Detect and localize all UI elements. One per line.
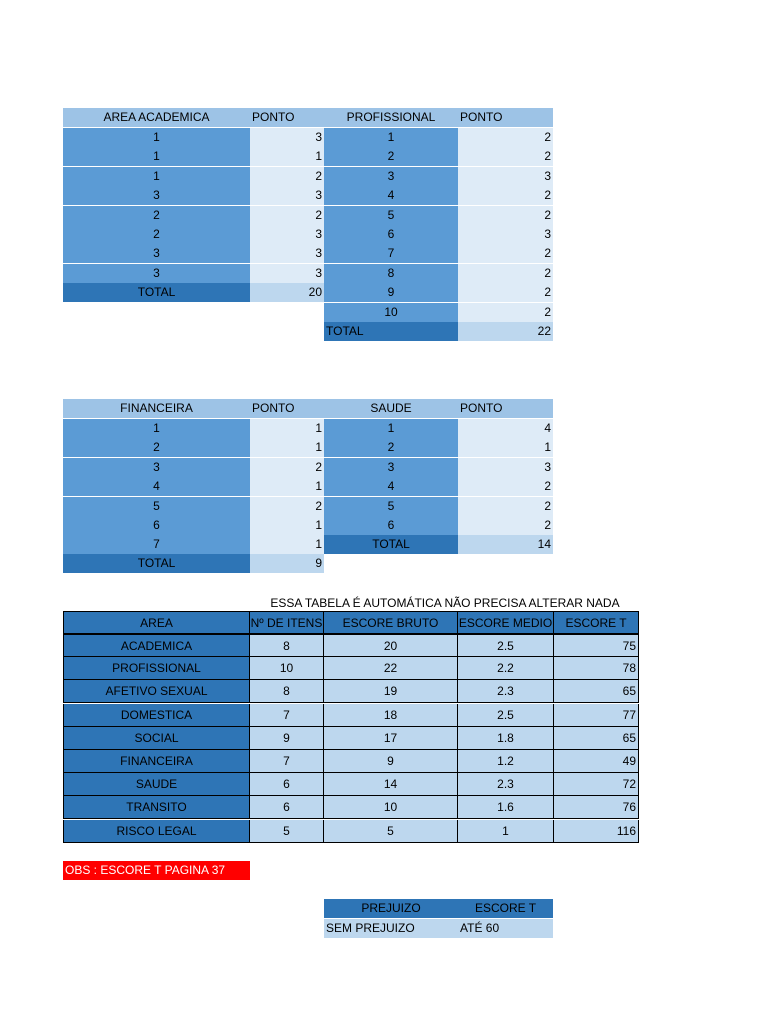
profissional-item: 6	[324, 225, 458, 244]
prejuizo-label: SEM PREJUIZO	[324, 919, 458, 938]
academica-ponto: 3	[250, 186, 324, 205]
saude-item: 3	[324, 458, 458, 477]
financeira-ponto: 1	[250, 438, 324, 457]
summary-cell-itens: 9	[250, 727, 324, 750]
profissional-total-value: 22	[458, 322, 553, 341]
saude-ponto: 4	[458, 419, 553, 438]
summary-cell-itens: 8	[250, 634, 324, 657]
financeira-ponto: 1	[250, 419, 324, 438]
profissional-ponto: 2	[458, 186, 553, 205]
academica-item: 1	[63, 128, 250, 147]
summary-cell-area: DOMESTICA	[63, 704, 250, 727]
prejuizo-value: ATÉ 60	[458, 919, 553, 938]
summary-cell-area: TRANSITO	[63, 796, 250, 819]
academica-item: 3	[63, 244, 250, 263]
prejuizo-header: PREJUIZO	[324, 899, 458, 918]
summary-cell-escore-t: 72	[554, 773, 639, 796]
summary-cell-itens: 8	[250, 680, 324, 703]
saude-total-value: 14	[458, 535, 553, 554]
profissional-item: 10	[324, 303, 458, 322]
financeira-header: FINANCEIRA	[63, 399, 250, 418]
academica-item: 1	[63, 147, 250, 166]
prejuizo-escore-header: ESCORE T	[458, 899, 553, 918]
saude-item: 2	[324, 438, 458, 457]
academica-ponto: 1	[250, 147, 324, 166]
financeira-item: 6	[63, 516, 250, 535]
summary-cell-area: SAUDE	[63, 773, 250, 796]
summary-cell-bruto: 10	[324, 796, 458, 819]
profissional-header: PROFISSIONAL	[324, 108, 458, 127]
academica-ponto: 3	[250, 264, 324, 283]
financeira-total-label: TOTAL	[63, 554, 250, 573]
financeira-item: 4	[63, 477, 250, 496]
saude-item: 1	[324, 419, 458, 438]
summary-row	[63, 796, 639, 819]
academica-item: 3	[63, 264, 250, 283]
summary-cell-medio: 2.3	[458, 680, 554, 703]
summary-header-area: AREA	[63, 611, 250, 634]
saude-item: 5	[324, 497, 458, 516]
summary-cell-area: FINANCEIRA	[63, 750, 250, 773]
academica-header: AREA ACADEMICA	[63, 108, 250, 127]
summary-header-bruto: ESCORE BRUTO	[324, 611, 458, 634]
profissional-item: 7	[324, 244, 458, 263]
academica-item: 2	[63, 206, 250, 225]
summary-cell-escore-t: 49	[554, 750, 639, 773]
profissional-ponto: 2	[458, 303, 553, 322]
summary-cell-medio: 2.5	[458, 634, 554, 657]
financeira-item: 3	[63, 458, 250, 477]
financeira-ponto: 2	[250, 497, 324, 516]
profissional-ponto: 2	[458, 264, 553, 283]
profissional-item: 4	[324, 186, 458, 205]
academica-ponto-header: PONTO	[250, 108, 324, 127]
profissional-item: 8	[324, 264, 458, 283]
summary-header-row	[63, 611, 639, 634]
saude-ponto: 1	[458, 438, 553, 457]
academica-ponto: 3	[250, 128, 324, 147]
saude-item: 6	[324, 516, 458, 535]
academica-total-value: 20	[250, 283, 324, 302]
summary-cell-area: PROFISSIONAL	[63, 657, 250, 680]
summary-row	[63, 820, 639, 843]
financeira-item: 1	[63, 419, 250, 438]
summary-cell-itens: 7	[250, 750, 324, 773]
profissional-item: 1	[324, 128, 458, 147]
summary-row	[63, 750, 639, 773]
summary-cell-medio: 1	[458, 820, 554, 843]
financeira-ponto-header: PONTO	[250, 399, 324, 418]
profissional-ponto: 3	[458, 225, 553, 244]
academica-ponto: 2	[250, 167, 324, 186]
saude-total-label: TOTAL	[324, 535, 458, 554]
summary-cell-bruto: 20	[324, 634, 458, 657]
summary-cell-escore-t: 78	[554, 657, 639, 680]
summary-row	[63, 634, 639, 657]
profissional-ponto: 2	[458, 206, 553, 225]
summary-cell-bruto: 17	[324, 727, 458, 750]
summary-cell-area: RISCO LEGAL	[63, 820, 250, 843]
profissional-ponto: 2	[458, 244, 553, 263]
academica-item: 3	[63, 186, 250, 205]
saude-ponto: 2	[458, 516, 553, 535]
academica-ponto: 3	[250, 225, 324, 244]
summary-cell-bruto: 5	[324, 820, 458, 843]
summary-note: ESSA TABELA É AUTOMÁTICA NÃO PRECISA ALTERAR NADA	[270, 596, 620, 610]
financeira-ponto: 2	[250, 458, 324, 477]
summary-cell-bruto: 19	[324, 680, 458, 703]
saude-ponto: 2	[458, 477, 553, 496]
summary-cell-medio: 2.3	[458, 773, 554, 796]
saude-ponto-header: PONTO	[458, 399, 553, 418]
summary-cell-medio: 1.8	[458, 727, 554, 750]
academica-ponto: 3	[250, 244, 324, 263]
financeira-ponto: 1	[250, 535, 324, 554]
summary-cell-escore-t: 76	[554, 796, 639, 819]
summary-cell-escore-t: 116	[554, 820, 639, 843]
summary-row	[63, 680, 639, 703]
saude-ponto: 2	[458, 497, 553, 516]
profissional-ponto-header: PONTO	[458, 108, 553, 127]
summary-header-itens: Nº DE ITENS	[250, 611, 324, 634]
profissional-total-label: TOTAL	[324, 322, 458, 341]
summary-cell-bruto: 9	[324, 750, 458, 773]
summary-cell-itens: 6	[250, 773, 324, 796]
summary-cell-medio: 1.6	[458, 796, 554, 819]
summary-cell-itens: 6	[250, 796, 324, 819]
summary-cell-medio: 1.2	[458, 750, 554, 773]
financeira-ponto: 1	[250, 516, 324, 535]
profissional-ponto: 3	[458, 167, 553, 186]
summary-cell-escore-t: 77	[554, 704, 639, 727]
summary-header-escore-t: ESCORE T	[554, 611, 639, 634]
summary-cell-itens: 5	[250, 820, 324, 843]
summary-cell-area: SOCIAL	[63, 727, 250, 750]
academica-ponto: 2	[250, 206, 324, 225]
financeira-item: 7	[63, 535, 250, 554]
summary-cell-itens: 7	[250, 704, 324, 727]
academica-item: 2	[63, 225, 250, 244]
summary-row	[63, 704, 639, 727]
saude-item: 4	[324, 477, 458, 496]
profissional-item: 5	[324, 206, 458, 225]
summary-row	[63, 773, 639, 796]
profissional-item: 3	[324, 167, 458, 186]
summary-cell-itens: 10	[250, 657, 324, 680]
profissional-ponto: 2	[458, 128, 553, 147]
summary-cell-bruto: 22	[324, 657, 458, 680]
summary-cell-escore-t: 75	[554, 634, 639, 657]
financeira-item: 5	[63, 497, 250, 516]
summary-cell-bruto: 14	[324, 773, 458, 796]
summary-cell-escore-t: 65	[554, 680, 639, 703]
summary-cell-escore-t: 65	[554, 727, 639, 750]
saude-header: SAUDE	[324, 399, 458, 418]
summary-cell-medio: 2.5	[458, 704, 554, 727]
summary-cell-area: AFETIVO SEXUAL	[63, 680, 250, 703]
saude-ponto: 3	[458, 458, 553, 477]
summary-row	[63, 727, 639, 750]
profissional-item: 9	[324, 283, 458, 302]
summary-cell-medio: 2.2	[458, 657, 554, 680]
profissional-item: 2	[324, 147, 458, 166]
summary-header-medio: ESCORE MEDIO	[458, 611, 554, 634]
academica-item: 1	[63, 167, 250, 186]
profissional-ponto: 2	[458, 147, 553, 166]
summary-row	[63, 657, 639, 680]
profissional-ponto: 2	[458, 283, 553, 302]
academica-total-label: TOTAL	[63, 283, 250, 302]
summary-cell-bruto: 18	[324, 704, 458, 727]
financeira-item: 2	[63, 438, 250, 457]
financeira-ponto: 1	[250, 477, 324, 496]
summary-cell-area: ACADEMICA	[63, 634, 250, 657]
financeira-total-value: 9	[250, 554, 324, 573]
obs-note: OBS : ESCORE T PAGINA 37	[63, 861, 250, 880]
